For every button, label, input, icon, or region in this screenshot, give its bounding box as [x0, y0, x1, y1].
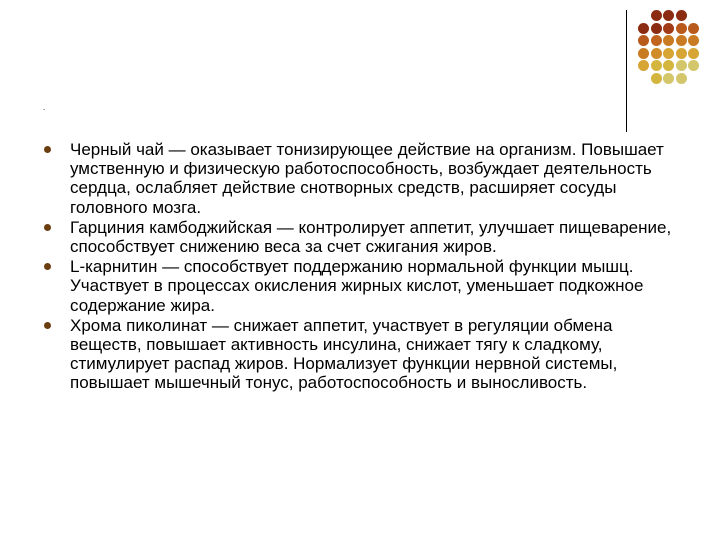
decorative-dot-grid [638, 10, 698, 110]
decorative-dot [688, 48, 699, 59]
bullet-text: Гарциния камбоджийская — контролирует аппетит, улучшает пищеварение, способствует снижению веса за счет сжигания жиров. [70, 217, 672, 257]
decorative-dot [638, 35, 649, 46]
decorative-dot [676, 10, 687, 21]
decorative-dot [651, 10, 662, 21]
decorative-dot [663, 10, 674, 21]
decorative-dot [676, 48, 687, 59]
decorative-dot [688, 23, 699, 34]
bullet-item-chromium-picolinate [44, 316, 684, 393]
bullet-item-garcinia [44, 218, 684, 256]
decorative-dot [676, 35, 687, 46]
decorative-dot [663, 23, 674, 34]
decorative-dot [651, 35, 662, 46]
bullet-text: L-карнитин — способствует поддержанию нормальной функции мышц. Участвует в процессах окисления жирных кислот, уменьшает подкожное содержание жира. [70, 257, 644, 315]
decorative-dot [663, 48, 674, 59]
decorative-dot [663, 35, 674, 46]
decorative-dot [676, 73, 687, 84]
bullet-item-black-tea [44, 140, 684, 217]
decorative-dot [688, 35, 699, 46]
bullet-dot-icon [44, 224, 51, 231]
decorative-dot [638, 48, 649, 59]
decorative-dot [651, 23, 662, 34]
bullet-list [44, 140, 684, 394]
decorative-dot [638, 60, 649, 71]
bullet-item-l-carnitine [44, 257, 684, 315]
stray-mark: . [43, 103, 46, 112]
decorative-dot [651, 48, 662, 59]
decorative-dot [688, 60, 699, 71]
decorative-dot [676, 23, 687, 34]
decorative-dot [651, 73, 662, 84]
vertical-divider [626, 10, 627, 132]
decorative-dot [651, 60, 662, 71]
decorative-dot [676, 60, 687, 71]
decorative-dot [663, 60, 674, 71]
bullet-dot-icon [44, 263, 51, 270]
decorative-dot [663, 73, 674, 84]
bullet-text: Черный чай — оказывает тонизирующее действие на организм. Повышает умственную и физическую работоспособность, возбуждает деятельность сердца, ослабляет действие снотворных средств, расширяет сосуды головного мозга. [70, 140, 664, 217]
bullet-dot-icon [44, 146, 51, 153]
bullet-text: Хрома пиколинат — снижает аппетит, участвует в регуляции обмена веществ, повышает активность инсулина, снижает тягу к сладкому, стимулирует распад жиров. Нормализует функции нервной системы, повышает мышечный тонус, работоспособность и выносливость. [70, 315, 618, 393]
bullet-dot-icon [44, 322, 51, 329]
decorative-dot [638, 23, 649, 34]
